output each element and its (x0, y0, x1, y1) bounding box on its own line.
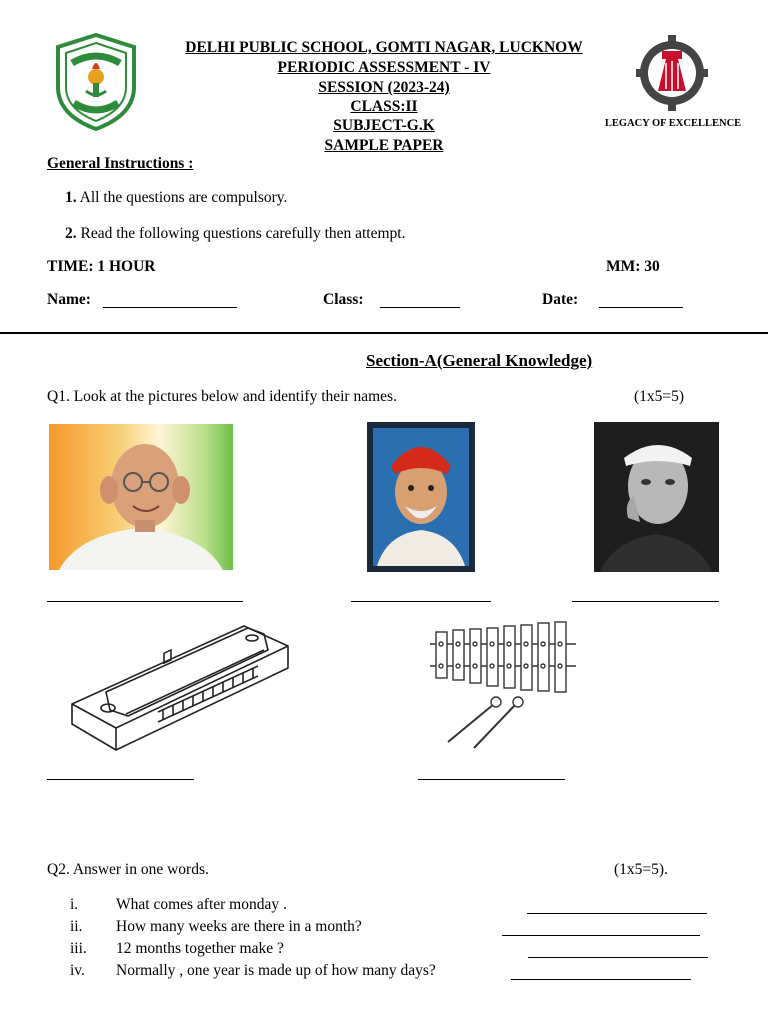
q2-item-text: What comes after monday . (116, 896, 287, 913)
picture-4 (68, 620, 293, 755)
name-blank[interactable] (103, 307, 237, 308)
class-label: Class: (323, 291, 364, 308)
header-divider (0, 332, 768, 334)
logo-tagline: LEGACY OF EXCELLENCE (604, 118, 742, 129)
q1-text: Q1. Look at the pictures below and identify their names. (47, 388, 397, 405)
instructions-title: General Instructions : (47, 155, 194, 172)
assessment-title: PERIODIC ASSESSMENT - IV (277, 59, 491, 76)
time-label: TIME: 1 HOUR (47, 258, 156, 275)
date-blank[interactable] (599, 307, 683, 308)
school-name: DELHI PUBLIC SCHOOL, GOMTI NAGAR, LUCKNOW (185, 39, 583, 56)
name-label: Name: (47, 291, 91, 308)
q2-text: Q2. Answer in one words. (47, 861, 209, 878)
q2-marks: (1x5=5). (614, 861, 668, 878)
q2-item-text: How many weeks are there in a month? (116, 918, 362, 935)
max-marks: MM: 30 (606, 258, 660, 275)
class-blank[interactable] (380, 307, 460, 308)
subject-title: SUBJECT-G.K (333, 117, 435, 134)
q2-item-text: 12 months together make ? (116, 940, 284, 957)
q2-answer-blank[interactable] (527, 913, 707, 914)
q2-item-num: i. (70, 896, 79, 913)
q1-answer-blank-1[interactable] (47, 601, 243, 602)
paper-type: SAMPLE PAPER (324, 137, 444, 154)
picture-1 (49, 424, 233, 570)
class-title: CLASS:II (350, 98, 418, 115)
q2-item-num: iii. (70, 940, 87, 957)
session-label: SESSION (2023-24) (318, 79, 450, 96)
q2-item-num: ii. (70, 918, 83, 935)
picture-3 (594, 422, 719, 572)
q1-answer-blank-3[interactable] (572, 601, 719, 602)
q2-item-num: iv. (70, 962, 85, 979)
q2-answer-blank[interactable] (511, 979, 691, 980)
q2-answer-blank[interactable] (528, 957, 708, 958)
q1-answer-blank-4[interactable] (47, 779, 194, 780)
q2-answer-blank[interactable] (502, 935, 700, 936)
section-title: Section-A(General Knowledge) (366, 351, 593, 370)
q1-answer-blank-5[interactable] (418, 779, 565, 780)
instruction-item-1: 1. All the questions are compulsory. (65, 189, 288, 206)
picture-5 (428, 620, 578, 752)
group-logo (636, 33, 708, 115)
q1-answer-blank-2[interactable] (351, 601, 491, 602)
q2-item-text: Normally , one year is made up of how many days? (116, 962, 436, 979)
instruction-item-2: 2. Read the following questions carefully then attempt. (65, 225, 406, 242)
date-label: Date: (542, 291, 579, 308)
q1-marks: (1x5=5) (634, 388, 685, 405)
picture-2 (367, 422, 475, 572)
